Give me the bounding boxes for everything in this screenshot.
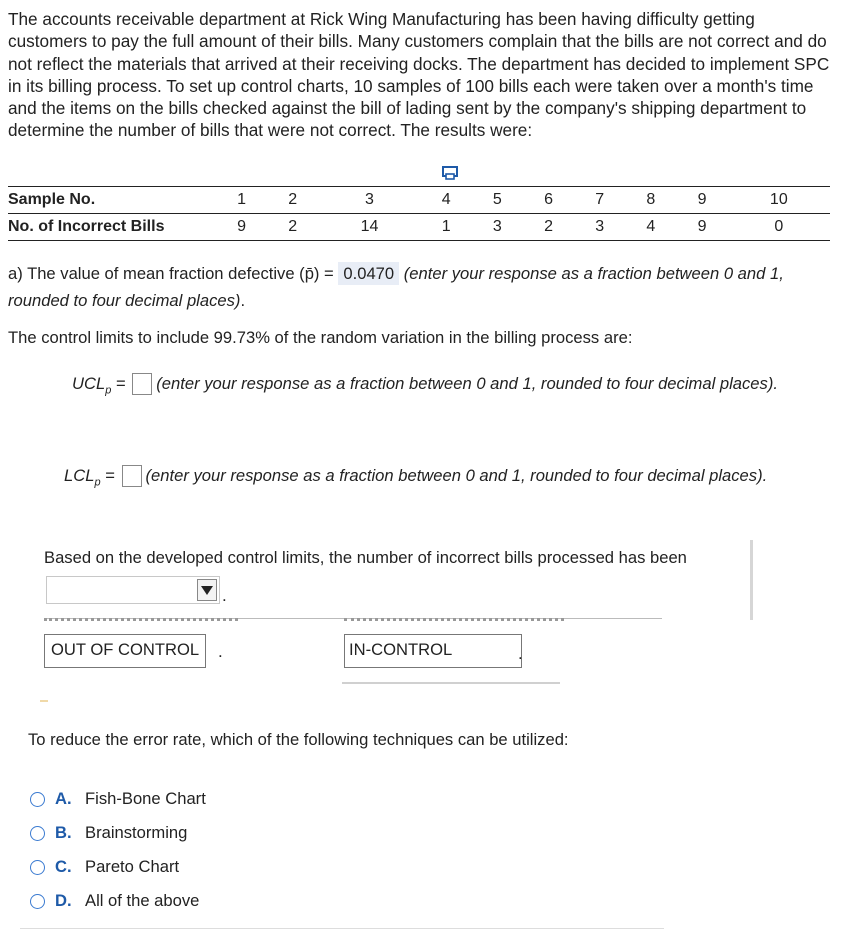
sample-cell: 5: [472, 187, 523, 214]
part-a-question: [8, 260, 834, 314]
bottom-divider: [20, 928, 664, 929]
truncated-text-line: [344, 618, 564, 625]
control-limits-text: The control limits to include 99.73% of the random variation in the billing process are:: [8, 328, 633, 347]
control-status-dropdown-wrap: [44, 572, 744, 618]
incorrect-cell: 0: [728, 214, 830, 241]
sample-cell: 3: [318, 187, 420, 214]
choice-letter: C.: [55, 857, 72, 876]
option-period: .: [218, 642, 223, 661]
dropdown-period: .: [222, 586, 227, 605]
choice-text: Pareto Chart: [85, 857, 180, 876]
ucl-equals: =: [111, 374, 126, 393]
radio-icon[interactable]: [30, 894, 45, 909]
row-label-sample: Sample No.: [8, 187, 216, 214]
sample-cell: 6: [523, 187, 574, 214]
radio-icon[interactable]: [30, 792, 45, 807]
choice-a[interactable]: [30, 782, 206, 816]
based-on-text: Based on the developed control limits, the number of incorrect bills processed has been: [44, 548, 687, 567]
choice-list: [30, 782, 206, 918]
lcl-equals: =: [100, 466, 115, 485]
decorative-mark: [40, 700, 48, 702]
radio-icon[interactable]: [30, 860, 45, 875]
dropdown-option-out-of-control[interactable]: OUT OF CONTROL: [44, 634, 206, 668]
choice-d[interactable]: [30, 884, 206, 918]
lcl-label: $LCL_p$: [64, 466, 101, 489]
incorrect-cell: 2: [523, 214, 574, 241]
lcl-hint: (enter your response as a fraction between 0 and 1, rounded to four decimal places).: [145, 466, 768, 485]
choice-b[interactable]: [30, 816, 206, 850]
problem-intro: The accounts receivable department at Rick Wing Manufacturing has been having difficulty getting customers to pay the full amount of their bills. Many customers complain that the bills are not correct and do not reflect the materials that arrived at their receiving docks. The department has decided to implement SPC in its billing process. To set up control charts, 10 samples of 100 bills each were taken over a month's time and the items on the bills checked against the bill of lading sent by the company's shipping department to determine the number of bills that were not correct. The results were:: [8, 9, 830, 141]
sample-cell: 2: [267, 187, 318, 214]
incorrect-cell: 9: [216, 214, 267, 241]
choice-text: Fish-Bone Chart: [85, 789, 206, 808]
row-label-incorrect: No. of Incorrect Bills: [8, 214, 216, 241]
choice-letter: D.: [55, 891, 72, 910]
part-a-prefix: a) The value of mean fraction defective (p̄) =: [8, 264, 339, 283]
ucl-label: $UCL_p$: [72, 374, 112, 397]
sample-cell: 9: [676, 187, 727, 214]
table-row-sample: [8, 187, 830, 214]
lcl-input[interactable]: [122, 465, 142, 487]
sample-cell: 10: [728, 187, 830, 214]
choice-letter: B.: [55, 823, 72, 842]
incorrect-cell: 3: [574, 214, 625, 241]
part-a-hint: (enter your response as a fraction between 0 and 1, rounded to four decimal places): [8, 264, 784, 310]
incorrect-cell: 2: [267, 214, 318, 241]
table-row-incorrect: [8, 214, 830, 241]
sample-cell: 8: [625, 187, 676, 214]
sample-cell: 4: [421, 187, 472, 214]
radio-icon[interactable]: [30, 826, 45, 841]
dropdown-option-in-control[interactable]: IN-CONTROL: [344, 634, 522, 668]
sample-cell: 7: [574, 187, 625, 214]
incorrect-cell: 9: [676, 214, 727, 241]
choice-text: All of the above: [85, 891, 200, 910]
truncated-text-line: [44, 618, 238, 625]
option-shadow: [342, 682, 560, 684]
choice-letter: A.: [55, 789, 72, 808]
choice-text: Brainstorming: [85, 823, 188, 842]
sample-cell: 1: [216, 187, 267, 214]
incorrect-cell: 1: [421, 214, 472, 241]
incorrect-cell: 4: [625, 214, 676, 241]
ucl-hint: (enter your response as a fraction between 0 and 1, rounded to four decimal places).: [156, 374, 778, 393]
incorrect-cell: 14: [318, 214, 420, 241]
control-status-dropdown[interactable]: [46, 576, 220, 604]
choice-c[interactable]: [30, 850, 206, 884]
ucl-input[interactable]: [132, 373, 152, 395]
data-table: [8, 186, 830, 241]
part-a-suffix: .: [240, 291, 246, 310]
copy-table-icon[interactable]: [442, 166, 458, 180]
divider: [750, 540, 753, 620]
chevron-down-icon[interactable]: [197, 579, 217, 601]
reduce-question: To reduce the error rate, which of the following techniques can be utilized:: [28, 730, 569, 749]
part-a-answer[interactable]: 0.0470: [338, 262, 399, 285]
incorrect-cell: 3: [472, 214, 523, 241]
ucl-row: [72, 370, 792, 404]
option-period: .: [518, 644, 523, 663]
lcl-row: [64, 462, 784, 496]
